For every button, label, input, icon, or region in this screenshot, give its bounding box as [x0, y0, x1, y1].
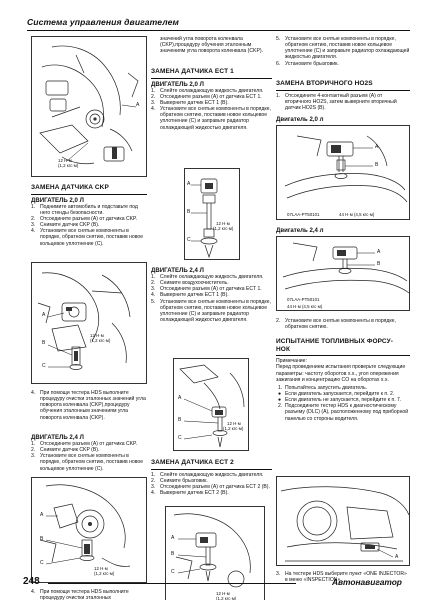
figure-ckp-sensor-location	[31, 36, 147, 177]
footer-divider	[48, 583, 296, 584]
dlc-dashboard-illustration	[277, 477, 410, 566]
figure-label-a: A	[40, 512, 44, 518]
torque-label-kgf: (1,2 кгс·м)	[58, 163, 79, 168]
ect1-sensor-illustration	[185, 169, 240, 260]
figure-label-a: A	[377, 249, 381, 255]
torque-label-kgf: (1,2 кгс·м)	[216, 596, 237, 600]
figure-ckp-20-sensor	[31, 262, 147, 384]
list-item: 2. Снимите брызговик.	[151, 477, 208, 484]
section-divider	[31, 194, 147, 195]
list-item: 1. Слейте охлаждающую жидкость двигателя.	[151, 87, 264, 94]
page-header	[27, 18, 410, 31]
torque-label: 12 Н·м	[90, 333, 104, 338]
figure-label-a: A	[136, 102, 140, 108]
list-item: 3. Отсоедините разъем (A) от датчика ECT 2 (B).	[151, 484, 270, 490]
torque-label-kgf: (1,2 кгс·м)	[223, 426, 244, 431]
list-item: 4. При помощи тестера HDS выполните процедуру очистки эталонных значений угла поворота коленвала (CKP),процедуру обучения эталонным значениям угла поворота коленвала (CKP).	[31, 390, 146, 421]
ect1-24-illustration	[174, 359, 249, 451]
ckp-section	[31, 184, 147, 247]
note-label: Примечание:	[276, 358, 307, 365]
list-item: 2. Отсоедините разъем (A) от датчика ECT 1.	[151, 93, 262, 100]
header-title: Система управления двигателем	[27, 17, 179, 27]
ect1-24-section	[151, 267, 272, 323]
torque-label: 44 Н·м (4,5 кгс·м)	[287, 304, 323, 309]
engine-subtitle: ДВИГАТЕЛЬ 2,4 Л	[151, 267, 204, 274]
torque-label-kgf: (1,2 кгс·м)	[94, 571, 115, 576]
figure-label-b: B	[42, 340, 46, 346]
figure-ho2s-24	[276, 236, 410, 311]
list-item: 3. Выверните датчик ECT 1 (B).	[151, 100, 229, 106]
torque-label: 12 Н·м	[94, 566, 108, 571]
list-item: 5. Установите все снятые компоненты в порядке, обратном снятию, поставив новое кольцевое уплотнение (C) и заправьте радиатор охлаждающей жидкостью двигателя.	[151, 298, 271, 324]
figure-label-b: B	[187, 209, 191, 215]
ckp-engine-illustration	[32, 37, 147, 177]
list-item: 2. Снимите датчик CKP (B).	[31, 447, 100, 454]
torque-label: 12 Н·м	[58, 158, 72, 163]
list-item: 1. Попытайтесь запустить двигатель.	[278, 384, 368, 391]
list-item: ● Если двигатель запускается, перейдите к п. 2.	[278, 390, 395, 397]
section-title: ЗАМЕНА ДАТЧИКА CKP	[31, 184, 109, 191]
torque-label: 44 Н·м (4,5 кгс·м)	[339, 212, 375, 217]
list-item: 1. Отсоедините разъем (A) от датчика CKP.	[31, 441, 138, 447]
list-item: 1. Поднимите автомобиль и подставьте под него стенды безопасности.	[31, 203, 138, 216]
section-title: ЗАМЕНА ДАТЧИКА ECT 2	[151, 459, 234, 466]
list-item: 4. При помощи тестера HDS выполните процедуру очистки эталонных	[31, 589, 129, 600]
figure-label-a: A	[187, 181, 191, 187]
section-title-cont: НОК	[276, 345, 291, 353]
list-item: 3. На тестере HDS выберите пункт «ONE INJECTOR» в меню «INSPECTION».	[276, 571, 407, 584]
list-item: 4. Установите все снятые компоненты в порядке, обратном снятию, поставив новое кольцевое уплотнение (C) и заправьте радиатор охлаждающей жидкостью двигателя.	[151, 106, 271, 131]
figure-label-c: C	[42, 363, 46, 369]
figure-label-a: A	[178, 395, 182, 401]
figure-label-c: C	[187, 237, 191, 243]
ect2-reassembly	[276, 36, 410, 67]
section-divider	[276, 90, 410, 91]
figure-label-b: B	[375, 162, 379, 168]
list-item: 4. Установите все снятые компоненты в порядке, обратном снятию, поставив новое кольцевое уплотнение (C).	[31, 228, 144, 247]
ckp-hds-step	[31, 390, 147, 421]
tool-label: 07LAA-PT50101	[287, 212, 320, 217]
section-divider	[151, 78, 272, 79]
list-item: 2. Подсоедините тестер HDS к диагностическому разъему (DLC) (A), расположенному под приборной панелью со стороны водителя.	[278, 403, 409, 422]
torque-label-kgf: (1,2 кгс·м)	[213, 226, 234, 231]
list-item: 4. Выверните датчик ECT 2 (B).	[151, 490, 229, 497]
section-divider	[276, 355, 410, 356]
list-item: 3. Снимите датчик CKP (B).	[31, 222, 100, 229]
tool-label: 07LAA-PT50101	[287, 297, 320, 302]
engine-subtitle: ДВИГАТЕЛЬ 2,0 Л	[31, 196, 84, 204]
torque-label: 12 Н·м	[227, 421, 241, 426]
injector-test-section	[276, 338, 410, 422]
engine-subtitle: Двигатель 2,0 л	[276, 116, 324, 123]
list-item: 1. Отсоедините 4-контактный разъем (A) от вторичного HO2S, затем выверните вторичный датчик HO2S (B).	[276, 92, 397, 111]
list-item: ● Если двигатель не запускается, перейдите к п. 7.	[278, 397, 402, 404]
list-item: 1. Слейте охлаждающую жидкость двигателя.	[151, 471, 264, 478]
ect2-illustration	[166, 507, 265, 600]
figure-label-c: C	[40, 560, 44, 566]
ckp-24-section	[31, 434, 147, 472]
torque-label: 12 Н·м	[216, 591, 230, 596]
list-item: 4. Выверните датчик ECT 1 (B).	[151, 292, 229, 299]
figure-label-b: B	[40, 536, 44, 542]
figure-label-a: A	[375, 144, 379, 150]
figure-ho2s-20	[276, 125, 410, 220]
section-title: ЗАМЕНА ВТОРИЧНОГО HO2S	[276, 80, 373, 87]
list-item: 1. Слейте охлаждающую жидкость двигателя.	[151, 274, 264, 280]
page-number: 248	[23, 576, 40, 587]
list-item: 3. Отсоедините разъем (A) от датчика ECT 1.	[151, 286, 262, 293]
ho2s-section	[276, 80, 410, 111]
figure-ect1-20	[184, 168, 240, 260]
ckp-continued-text: значений угла поворота коленвала (CKP),процедуру обучения эталонным значениям угла поворота коленвала (CKP).	[160, 36, 263, 55]
engine-subtitle: Двигатель 2,4 л	[276, 227, 324, 234]
list-item: 2. Снимите воздухоочиститель.	[151, 280, 229, 287]
list-item: 5. Установите все снятые компоненты в порядке, обратном снятию, поставив новое кольцевое уплотнение (C) и заправьте радиатор охлаждающей жидкостью двигателя.	[276, 36, 410, 61]
ckp-24-hds-step	[31, 589, 147, 600]
section-title: ЗАМЕНА ДАТЧИКА ECT 1	[151, 68, 234, 75]
section-divider	[151, 469, 272, 470]
engine-subtitle: ДВИГАТЕЛЬ 2,4 Л	[31, 434, 84, 441]
list-item: 2. Отсоедините разъем (A) от датчика CKP.	[31, 216, 138, 222]
step-list	[31, 204, 147, 247]
figure-label-a: A	[171, 535, 175, 541]
footer-brand: Автонавигатор	[332, 577, 402, 587]
figure-label-a: A	[395, 554, 399, 560]
figure-label-a: A	[42, 312, 46, 318]
list-item: 3. Установите все снятые компоненты в порядке, обратном снятию, поставив новое кольцевое уплотнение (C).	[31, 453, 144, 472]
ect2-section	[151, 459, 272, 496]
list-item: 2. Установите все снятые компоненты в порядке, обратном снятию.	[276, 318, 396, 331]
figure-label-c: C	[171, 569, 175, 575]
torque-label: 12 Н·м	[216, 221, 230, 226]
figure-label-b: B	[377, 261, 381, 267]
figure-ckp-24-sensor	[31, 477, 147, 583]
engine-subtitle: ДВИГАТЕЛЬ 2,0 Л	[151, 80, 204, 88]
torque-label-kgf: (1,2 кгс·м)	[90, 338, 111, 343]
figure-label-c: C	[178, 435, 182, 441]
figure-ect2	[165, 506, 265, 600]
note-text: Перед проведением испытания проверьте следующие параметры: частоту оборотов х.х., угол опережения зажигания и концентрацию CO на оборотах х.х.	[276, 364, 406, 383]
section-title: ИСПЫТАНИЕ ТОПЛИВНЫХ ФОРСУ-	[276, 338, 394, 345]
figure-label-b: B	[178, 417, 182, 423]
figure-ect1-24	[173, 358, 249, 451]
ckp-24-illustration	[32, 478, 147, 583]
figure-label-b: B	[171, 551, 175, 557]
ho2s-20-illustration	[277, 126, 410, 220]
ckp-20-illustration	[32, 263, 147, 384]
ect1-section	[151, 68, 272, 131]
figure-dlc-connector	[276, 476, 410, 566]
ho2s-step-2	[276, 318, 410, 330]
list-item: 6. Установите брызговик.	[276, 60, 339, 67]
